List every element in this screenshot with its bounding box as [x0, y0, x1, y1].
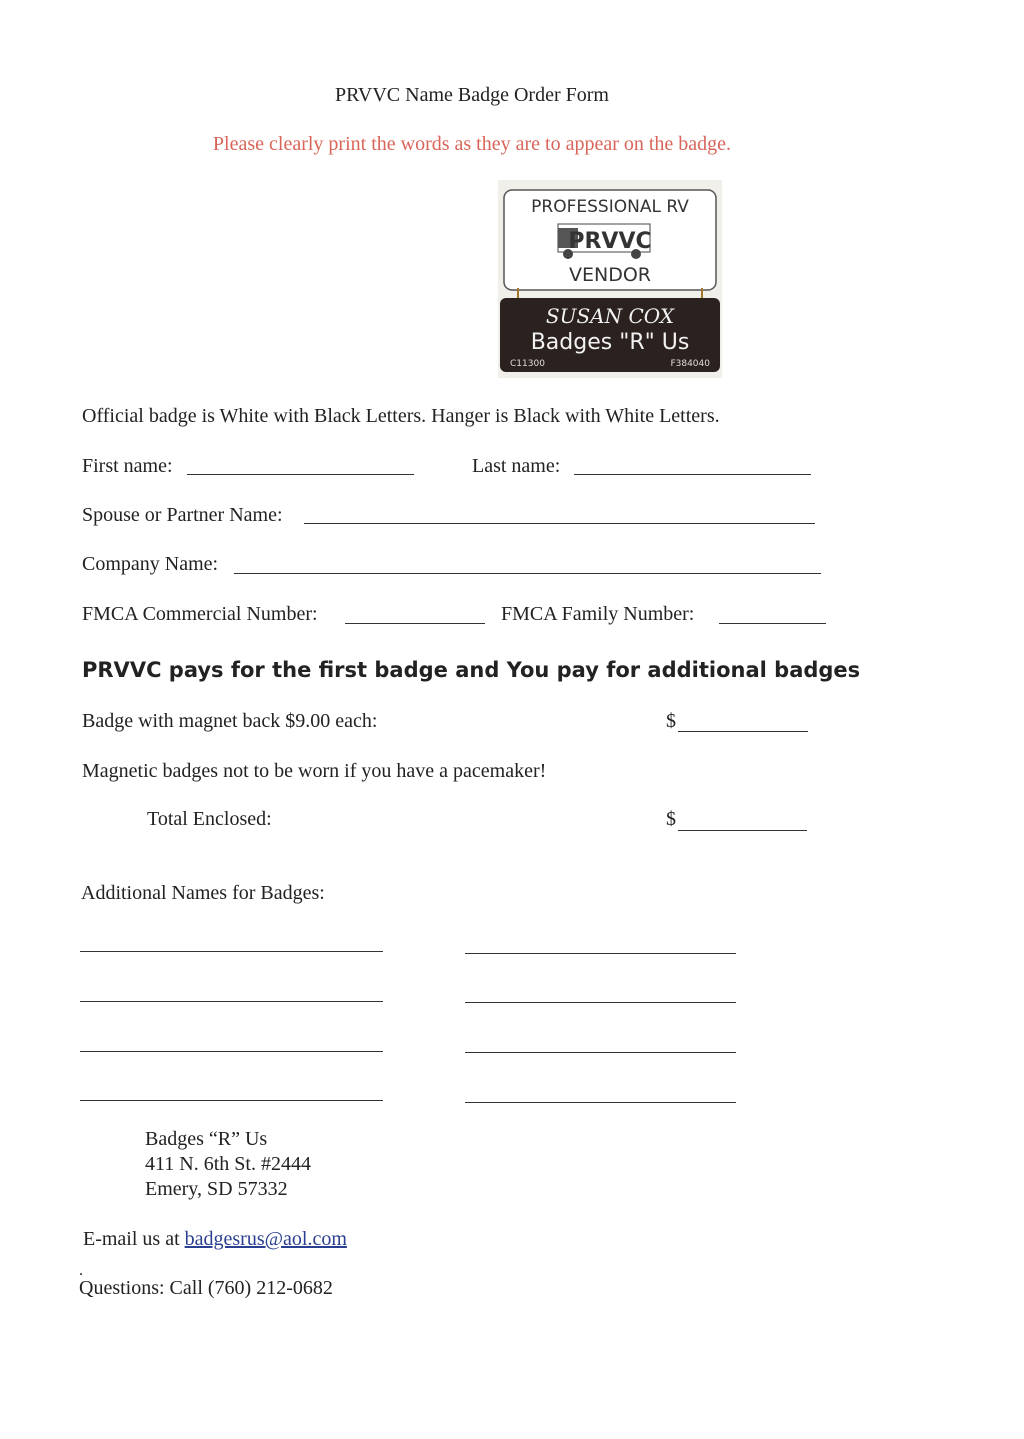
svg-text:PRVVC: PRVVC — [568, 229, 652, 254]
address-line-3: Emery, SD 57332 — [145, 1178, 288, 1200]
hanger-brand: Badges "R" Us — [530, 330, 690, 355]
additional-name-field[interactable] — [465, 1102, 736, 1103]
badge-line2: VENDOR — [568, 264, 652, 286]
email-link[interactable]: badgesrus@aol.com — [184, 1228, 347, 1250]
additional-name-field[interactable] — [465, 953, 736, 954]
additional-name-field[interactable] — [465, 1002, 736, 1003]
company-name-label: Company Name: — [82, 553, 219, 575]
official-badge-note: Official badge is White with Black Letters. Hanger is Black with White Letters. — [82, 405, 720, 427]
additional-name-field[interactable] — [80, 1001, 383, 1002]
additional-name-field[interactable] — [80, 951, 383, 952]
additional-names-label: Additional Names for Badges: — [81, 882, 325, 904]
magnet-badge-label: Badge with magnet back $9.00 each: — [82, 710, 378, 732]
page-title: PRVVC Name Badge Order Form — [335, 84, 609, 106]
questions-line: Questions: Call (760) 212-0682 — [79, 1277, 333, 1299]
badge-line1: PROFESSIONAL RV — [531, 197, 689, 217]
additional-name-field[interactable] — [80, 1051, 383, 1052]
magnet-dollar-sign: $ — [666, 710, 676, 732]
address-line-1: Badges “R” Us — [145, 1128, 268, 1150]
instruction-text: Please clearly print the words as they are to appear on the badge. — [212, 133, 732, 155]
fmca-commercial-label: FMCA Commercial Number: — [82, 603, 318, 625]
additional-name-field[interactable] — [465, 1052, 736, 1053]
spouse-name-field[interactable] — [304, 523, 815, 524]
pacemaker-warning: Magnetic badges not to be worn if you have a pacemaker! — [82, 760, 547, 782]
magnet-amount-field[interactable] — [678, 731, 808, 732]
email-line — [83, 1228, 347, 1250]
address-line-2: 411 N. 6th St. #2444 — [145, 1153, 311, 1175]
first-name-label: First name: — [82, 455, 173, 477]
first-name-field[interactable] — [187, 474, 414, 475]
hanger-code-right: F384040 — [670, 359, 710, 369]
last-name-field[interactable] — [574, 474, 811, 475]
spouse-name-label: Spouse or Partner Name: — [82, 504, 283, 526]
total-dollar-sign: $ — [666, 808, 676, 830]
stray-dot: . — [79, 1262, 83, 1279]
hanger-name: SUSAN COX — [545, 304, 675, 328]
fmca-family-label: FMCA Family Number: — [501, 603, 695, 625]
fmca-family-field[interactable] — [719, 623, 826, 624]
prvvc-logo-icon — [558, 224, 652, 259]
total-enclosed-label: Total Enclosed: — [147, 808, 272, 830]
company-name-field[interactable] — [234, 573, 821, 574]
total-amount-field[interactable] — [678, 830, 807, 831]
last-name-label: Last name: — [472, 455, 561, 477]
additional-name-field[interactable] — [80, 1100, 383, 1101]
badge-sample-image — [498, 180, 722, 378]
fmca-commercial-field[interactable] — [345, 623, 485, 624]
email-prefix: E-mail us at — [83, 1228, 185, 1250]
payment-heading: PRVVC pays for the first badge and You pay for additional badges — [82, 658, 861, 682]
hanger-code-left: C11300 — [510, 359, 545, 369]
